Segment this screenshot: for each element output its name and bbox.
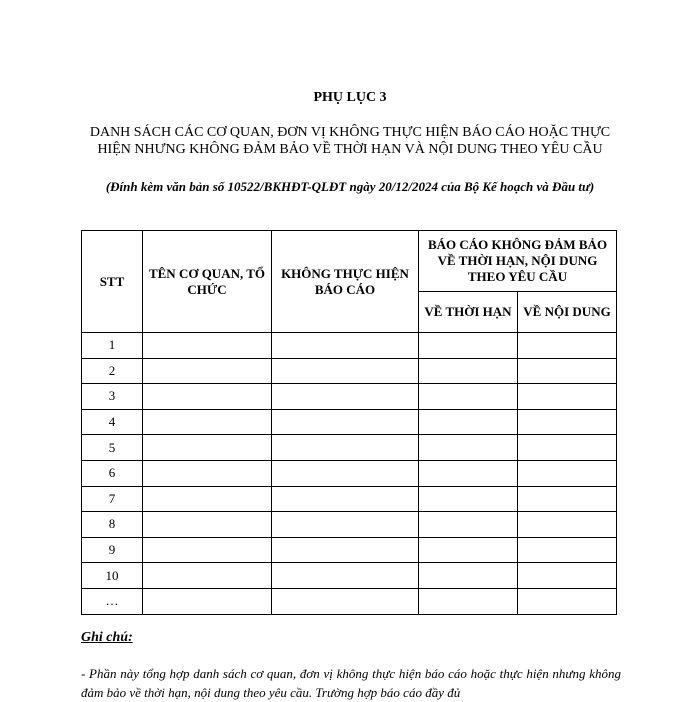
table-row: [82, 512, 617, 538]
table-row: [82, 588, 617, 614]
table-cell-stt: 1: [82, 333, 143, 359]
header-org-name: TÊN CƠ QUAN, TỔ CHỨC: [143, 231, 272, 333]
table-cell-stt: 2: [82, 358, 143, 384]
table-cell-stt: 10: [82, 563, 143, 589]
table-cell-noreport: [272, 460, 419, 486]
table-cell-time: [419, 384, 518, 410]
table-cell-content: [518, 384, 617, 410]
table-cell-org: [143, 435, 272, 461]
table-cell-noreport: [272, 563, 419, 589]
table-row: [82, 486, 617, 512]
table-cell-noreport: [272, 486, 419, 512]
table-cell-org: [143, 486, 272, 512]
table-cell-noreport: [272, 435, 419, 461]
appendix-label: PHỤ LỤC 3: [313, 90, 387, 105]
table-cell-stt: 7: [82, 486, 143, 512]
table-cell-noreport: [272, 384, 419, 410]
table-cell-org: [143, 512, 272, 538]
header-stt: STT: [82, 231, 143, 333]
table-row: [82, 384, 617, 410]
table-cell-time: [419, 537, 518, 563]
table-body: [82, 333, 617, 615]
table-cell-stt: 4: [82, 409, 143, 435]
table-cell-content: [518, 435, 617, 461]
table-row: [82, 409, 617, 435]
table-cell-content: [518, 588, 617, 614]
table-cell-org: [143, 409, 272, 435]
table-cell-noreport: [272, 537, 419, 563]
table-cell-org: [143, 537, 272, 563]
table-row: [82, 358, 617, 384]
table-cell-org: [143, 384, 272, 410]
header-no-report: KHÔNG THỰC HIỆN BÁO CÁO: [272, 231, 419, 333]
table-cell-content: [518, 333, 617, 359]
table-cell-time: [419, 409, 518, 435]
table-cell-stt: …: [82, 588, 143, 614]
table-row: [82, 333, 617, 359]
table-cell-time: [419, 486, 518, 512]
table-row: [82, 537, 617, 563]
table-cell-org: [143, 333, 272, 359]
table-cell-noreport: [272, 358, 419, 384]
table-cell-stt: 8: [82, 512, 143, 538]
table-cell-content: [518, 358, 617, 384]
table-cell-content: [518, 512, 617, 538]
table-cell-stt: 9: [82, 537, 143, 563]
table-cell-stt: 5: [82, 435, 143, 461]
table-row: [82, 563, 617, 589]
table-cell-time: [419, 563, 518, 589]
table-cell-time: [419, 588, 518, 614]
document-subtitle: (Đính kèm văn bản số 10522/BKHĐT-QLĐT ngày 20/12/2024 của Bộ Kế hoạch và Đầu tư): [105, 179, 595, 194]
table-row: [82, 460, 617, 486]
table-cell-noreport: [272, 333, 419, 359]
table-cell-org: [143, 460, 272, 486]
table-cell-stt: 6: [82, 460, 143, 486]
table-cell-org: [143, 588, 272, 614]
table-cell-noreport: [272, 409, 419, 435]
table-cell-content: [518, 563, 617, 589]
table-row: [82, 435, 617, 461]
table-cell-org: [143, 563, 272, 589]
table-cell-noreport: [272, 588, 419, 614]
table-cell-content: [518, 486, 617, 512]
table-cell-content: [518, 537, 617, 563]
table-cell-time: [419, 435, 518, 461]
header-content: VỀ NỘI DUNG: [518, 292, 617, 333]
table-cell-time: [419, 358, 518, 384]
table-cell-content: [518, 460, 617, 486]
note-title: Ghi chú:: [81, 630, 133, 645]
table-cell-content: [518, 409, 617, 435]
header-time: VỀ THỜI HẠN: [419, 292, 518, 333]
table-cell-stt: 3: [82, 384, 143, 410]
table-cell-noreport: [272, 512, 419, 538]
table-cell-org: [143, 358, 272, 384]
table-cell-time: [419, 333, 518, 359]
document-title: DANH SÁCH CÁC CƠ QUAN, ĐƠN VỊ KHÔNG THỰC HIỆN BÁO CÁO HOẶC THỰC HIỆN NHƯNG KHÔNG ĐẢM BẢO VỀ THỜI HẠN VÀ NỘI DUNG THEO YÊU CẦU: [89, 125, 611, 157]
note-text: - Phần này tổng hợp danh sách cơ quan, đơn vị không thực hiện báo cáo hoặc thực hiện nhưng không đảm bảo về thời hạn, nội dung theo yêu cầu. Trường hợp báo cáo đầy đủ: [81, 666, 621, 700]
table-cell-time: [419, 512, 518, 538]
report-table: [81, 230, 617, 615]
header-not-ensured: BÁO CÁO KHÔNG ĐẢM BẢO VỀ THỜI HẠN, NỘI DUNG THEO YÊU CẦU: [419, 231, 617, 292]
table-cell-time: [419, 460, 518, 486]
